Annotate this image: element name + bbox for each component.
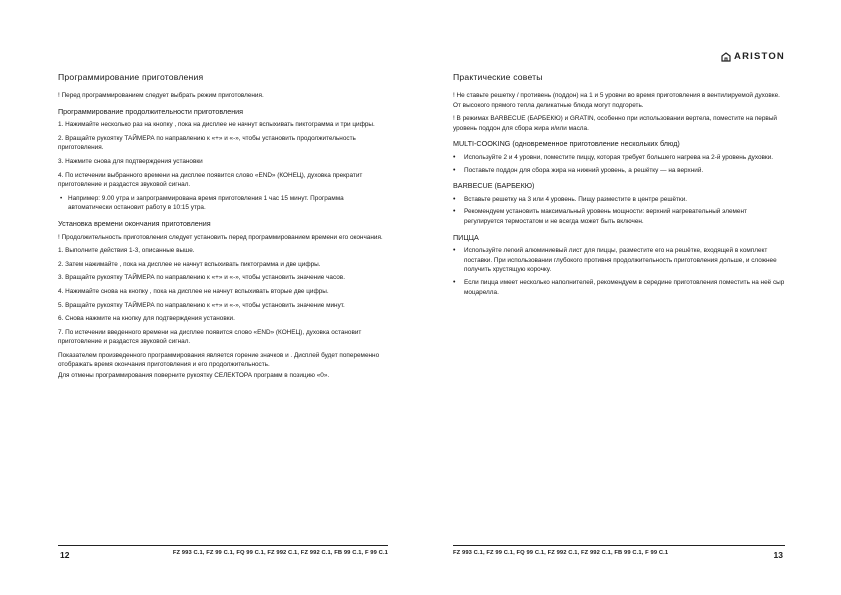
left-page-number: 12 bbox=[60, 550, 70, 560]
right-note-2: ! В режимах BARBECUE (БАРБЕКЮ) и GRATIN, особенно при использовании вертела, поместите на первый уровень поддон для сбора жира и/или масла. bbox=[453, 115, 777, 132]
right-page bbox=[421, 0, 841, 595]
duration-subheading: Программирование продолжительности приготовления bbox=[58, 106, 244, 116]
list-item: • Вставьте решетку на 3 или 4 уровень. Пищу разместите в центре решётки. bbox=[453, 195, 785, 205]
duration-step-3: 3. Нажмите снова для подтверждения установки bbox=[58, 157, 203, 165]
left-footer bbox=[58, 545, 388, 570]
list-item: • Используйте 2 и 4 уровни, поместите пиццу, которая требует большего нагрева на 2-й уровень духовки. bbox=[453, 153, 785, 163]
endtime-step-5: 5. Вращайте рукоятку ТАЙМЕРА по направлению к «+» и «-», чтобы установить значение минут. bbox=[58, 301, 345, 309]
duration-step-1: 1. Нажимайте несколько раз на кнопку , пока на дисплее не начнут вспыхивать пиктограмма и три цифры. bbox=[58, 121, 375, 129]
barbecue-subheading: BARBECUE (БАРБЕКЮ) bbox=[453, 181, 535, 191]
left-note-2: ! Продолжительность приготовления следует установить перед программированием времени его окончания. bbox=[58, 233, 383, 241]
endtime-step-4: 4. Нажимайте снова на кнопку , пока на дисплее не начнут вспыхивать вторые две цифры. bbox=[58, 287, 329, 295]
duration-step-4: 4. По истечении выбранного времени на дисплее появится слово «END» (КОНЕЦ), духовка прекратит приготовление и раздастся звуковой сигнал. bbox=[58, 171, 363, 189]
brand-logo bbox=[721, 51, 785, 62]
pizza-list bbox=[453, 246, 785, 297]
left-note-1: ! Перед программированием следует выбрать режим приготовления. bbox=[58, 92, 264, 99]
multicooking-subheading: MULTI-COOKING (одновременное приготовление нескольких блюд) bbox=[453, 139, 680, 149]
right-model-list: FZ 993 C.1, FZ 99 C.1, FQ 99 C.1, FZ 992 C.1, FZ 992 C.1, FB 99 C.1, F 99 C.1 bbox=[453, 550, 669, 556]
right-note-1: ! Не ставьте решетку / противень (поддон) на 1 и 5 уровни во время приготовления в вентилируемой духовке. От высокого прямого тепла деликатные блюда могут подгореть. bbox=[453, 92, 780, 109]
endtime-step-6: 6. Снова нажмите на кнопку для подтверждения установки. bbox=[58, 315, 235, 323]
multicooking-list bbox=[453, 153, 785, 175]
endtime-subheading: Установка времени окончания приготовления bbox=[58, 218, 211, 228]
list-item: • Если пицца имеет несколько наполнителей, рекомендуем в середине приготовления поместить на неё сыр моцарелла. bbox=[453, 278, 785, 297]
left-cancel-text: Для отмены программирования поверните рукоятку СЕЛЕКТОРА программ в позицию «0». bbox=[58, 372, 330, 380]
left-model-list: FZ 993 C.1, FZ 99 C.1, FQ 99 C.1, FZ 992 C.1, FZ 992 C.1, FB 99 C.1, F 99 C.1 bbox=[172, 550, 388, 556]
left-title: Программирование приготовления bbox=[58, 72, 204, 82]
duration-step-2: 2. Вращайте рукоятку ТАЙМЕРА по направлению к «+» и «-», чтобы установить продолжительность приготовления. bbox=[58, 134, 356, 152]
list-item: • Рекомендуем установить максимальный уровень мощности: верхний нагревательный элемент регулируется термостатом и не всегда может быть включен. bbox=[453, 207, 785, 226]
right-footer bbox=[453, 545, 785, 570]
barbecue-list bbox=[453, 195, 785, 227]
right-column bbox=[453, 72, 785, 303]
endtime-step-3: 3. Вращайте рукоятку ТАЙМЕРА по направлению к «+» и «-», чтобы установить значение часов. bbox=[58, 274, 345, 282]
right-page-number: 13 bbox=[773, 550, 783, 560]
list-item: • Поставьте поддон для сбора жира на нижний уровень, а решётку — на верхний. bbox=[453, 166, 785, 176]
left-indicator-text: Показателем произведенного программирования является горение значков и . Дисплей будет попеременно отображать время окончания приготовления и его продолжительность. bbox=[58, 351, 380, 369]
endtime-step-7: 7. По истечении введенного времени на дисплее появится слово «END» (КОНЕЦ), духовка остановит приготовление и раздастся звуковой сигнал. bbox=[58, 328, 362, 346]
duration-example: • Например: 9.00 утра и запрограммирована время приготовления 1 час 15 минут. Программа автоматически остановит работу в 10:15 утра. bbox=[58, 194, 388, 213]
house-logo-icon bbox=[721, 52, 731, 62]
endtime-step-2: 2. Затем нажимайте , пока на дисплее не начнут вспыхивать пиктограмма и две цифры. bbox=[58, 260, 321, 268]
left-page bbox=[0, 0, 420, 595]
right-title: Практические советы bbox=[453, 72, 543, 82]
brand-name: ARISTON bbox=[734, 51, 785, 62]
list-item: • Используйте легкий алюминиевый лист для пиццы, разместите его на решётке, входящей в комплект поставки. При использовании глубокого противня продолжительность приготовления дольше, и сложнее получить хрустящую корочку. bbox=[453, 246, 785, 275]
left-column bbox=[58, 72, 388, 385]
pizza-subheading: ПИЦЦА bbox=[453, 232, 479, 242]
endtime-step-1: 1. Выполните действия 1-3, описанные выше. bbox=[58, 247, 195, 255]
